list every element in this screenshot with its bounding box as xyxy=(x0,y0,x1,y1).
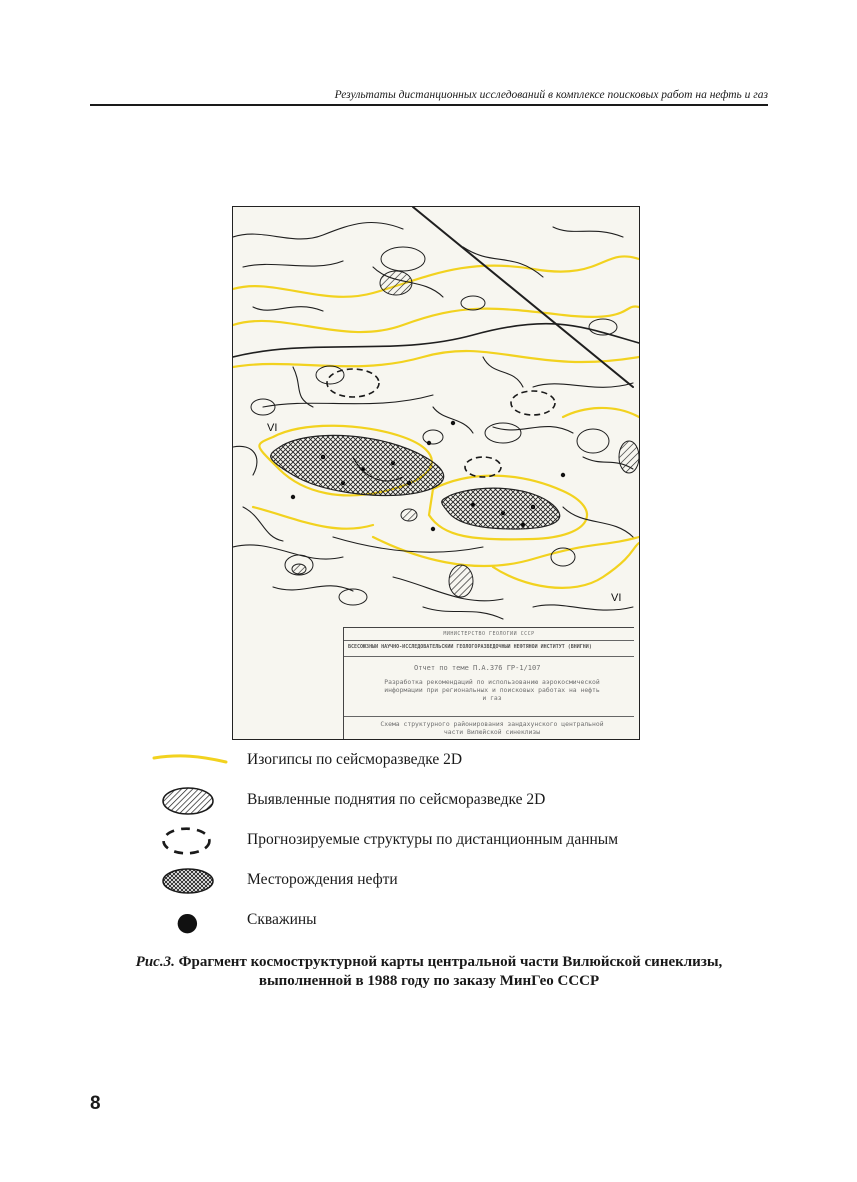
legend-item-forecast-structures xyxy=(150,826,750,856)
stamp-topic-line: информации при региональных и поисковых работах на нефть xyxy=(384,686,600,694)
figure-caption xyxy=(90,953,768,991)
stamp-title-line: части Вилюйской синеклизы xyxy=(443,728,541,736)
legend-label: Выявленные поднятия по сейсморазведке 2D xyxy=(247,791,546,808)
stamp-rule xyxy=(344,640,634,641)
legend-item-wells xyxy=(150,906,750,936)
dashed-oval-icon xyxy=(150,826,230,856)
legend-item-oil-fields xyxy=(150,866,750,896)
stamp-topic-line: и газ xyxy=(482,694,502,702)
legend-item-isohypses xyxy=(150,746,750,776)
legend-label: Месторождения нефти xyxy=(247,871,398,888)
title-block-stamp xyxy=(343,627,634,740)
page-number: 8 xyxy=(90,1093,101,1114)
yellow-line-icon xyxy=(150,746,230,776)
stamp-institute: ВСЕСОЮЗНЫЙ НАУЧНО-ИССЛЕДОВАТЕЛЬСКИЙ ГЕОЛОГОРАЗВЕДОЧНЫЙ НЕФТЯНОЙ ИНСТИТУТ (ВНИГНИ) xyxy=(348,644,592,650)
stamp-topic-line: Разработка рекомендаций по использованию аэрокосмической xyxy=(384,678,600,686)
stamp-rule xyxy=(344,656,634,657)
stamp-report: Отчет по теме П.А.376 ГР-1/107 xyxy=(414,664,541,672)
running-title: Результаты дистанционных исследований в комплексе поисковых работ на нефть и газ xyxy=(334,89,768,101)
legend-item-uplifts xyxy=(150,786,750,816)
legend-label: Скважины xyxy=(247,911,317,928)
crosshatched-oval-icon xyxy=(150,866,230,896)
stamp-title-line: Схема структурного районирования зандахунского центральной xyxy=(380,720,604,728)
stamp-title xyxy=(350,720,634,736)
figure-number: Рис.3. xyxy=(135,954,175,970)
legend-label: Изогипсы по сейсморазведке 2D xyxy=(247,751,463,768)
caption-text: Фрагмент космоструктурной карты центральной части Вилюйской синеклизы, выполненной в 1988 году по заказу МинГео СССР xyxy=(178,954,723,989)
legend-label: Прогнозируемые структуры по дистанционным данным xyxy=(247,831,619,848)
stamp-topic xyxy=(350,678,634,702)
hatched-oval-icon xyxy=(150,786,230,816)
running-header xyxy=(90,82,768,106)
structural-map xyxy=(233,207,639,627)
map-label-vi-left: VI xyxy=(267,422,278,434)
stamp-rule xyxy=(344,716,634,717)
map-figure xyxy=(232,206,640,740)
stamp-ministry: МИНИСТЕРСТВО ГЕОЛОГИИ СССР xyxy=(443,631,535,637)
black-dot-icon xyxy=(150,906,230,936)
map-label-vi-right: VI xyxy=(611,592,622,604)
